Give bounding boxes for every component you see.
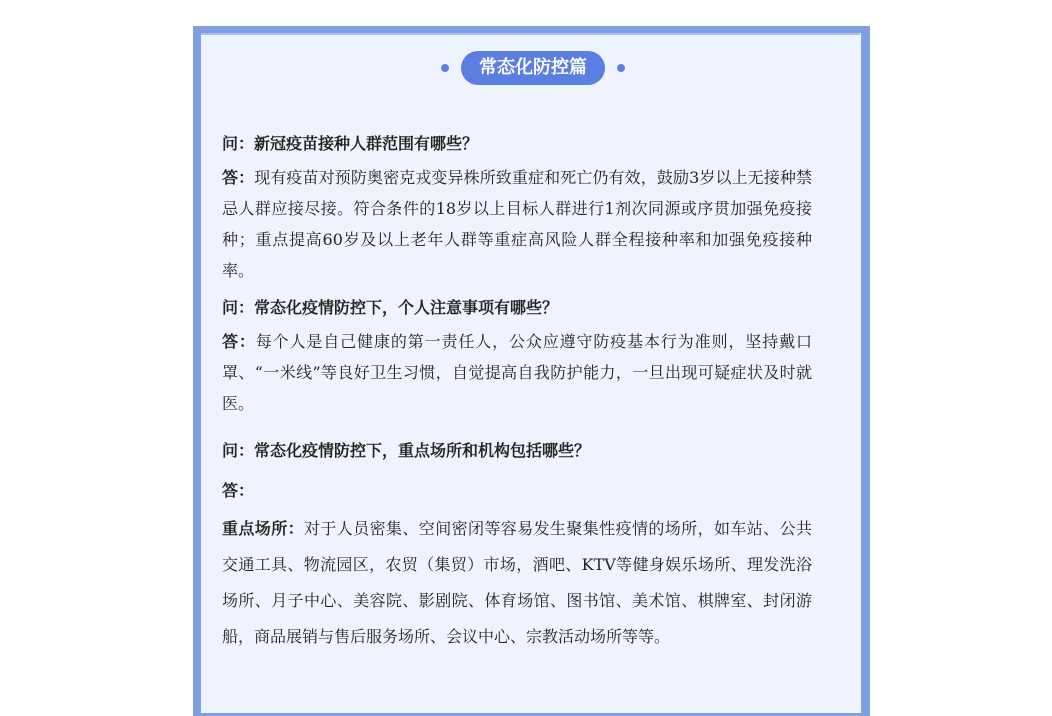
dot-right-icon [617,64,625,72]
answer-label: 答： [222,332,256,351]
question-label: 问： [222,441,255,460]
card-top-rule [201,33,860,35]
answer-2 [222,326,812,419]
answer-label: 答： [222,481,255,500]
answer-text: 现有疫苗对预防奥密克戎变异株所致重症和死亡仍有效，鼓励3岁以上无接种禁忌人群应接尽接。符合条件的18岁以上目标人群进行1剂次同源或序贯加强免疫接种；重点提高60岁及以上老年人群等重症高风险人群全程接种率和加强免疫接种率。 [222,168,812,280]
answer-3-label [222,473,812,509]
sub-text: 对于人员密集、空间密闭等容易发生聚集性疫情的场所，如车站、公共交通工具、物流园区，农贸（集贸）市场，酒吧、KTV等健身娱乐场所、理发洗浴场所、月子中心、美容院、影剧院、体育场馆、图书馆、美术馆、棋牌室、封闭游船，商品展销与售后服务场所、会议中心、宗教活动场所等等。 [222,519,812,646]
article-content [222,126,812,655]
question-2 [222,290,812,326]
question-text: 常态化疫情防控下，个人注意事项有哪些？ [254,298,559,317]
answer-text: 每个人是自己健康的第一责任人，公众应遵守防疫基本行为准则，坚持戴口罩、“一米线”等良好卫生习惯，自觉提高自我防护能力，一旦出现可疑症状及时就医。 [222,332,812,413]
question-3 [222,433,812,469]
answer-1 [222,162,812,286]
answer-label: 答： [222,168,255,187]
answer-3 [222,511,812,655]
dot-left-icon [441,64,449,72]
question-label: 问： [222,134,255,153]
question-text: 新冠疫苗接种人群范围有哪些？ [254,134,479,153]
question-label: 问： [222,298,255,317]
section-header [428,50,638,86]
question-1 [222,126,812,162]
question-text: 常态化疫情防控下，重点场所和机构包括哪些？ [254,441,591,460]
sub-label: 重点场所： [222,519,304,538]
section-title: 常态化防控篇 [461,51,605,85]
